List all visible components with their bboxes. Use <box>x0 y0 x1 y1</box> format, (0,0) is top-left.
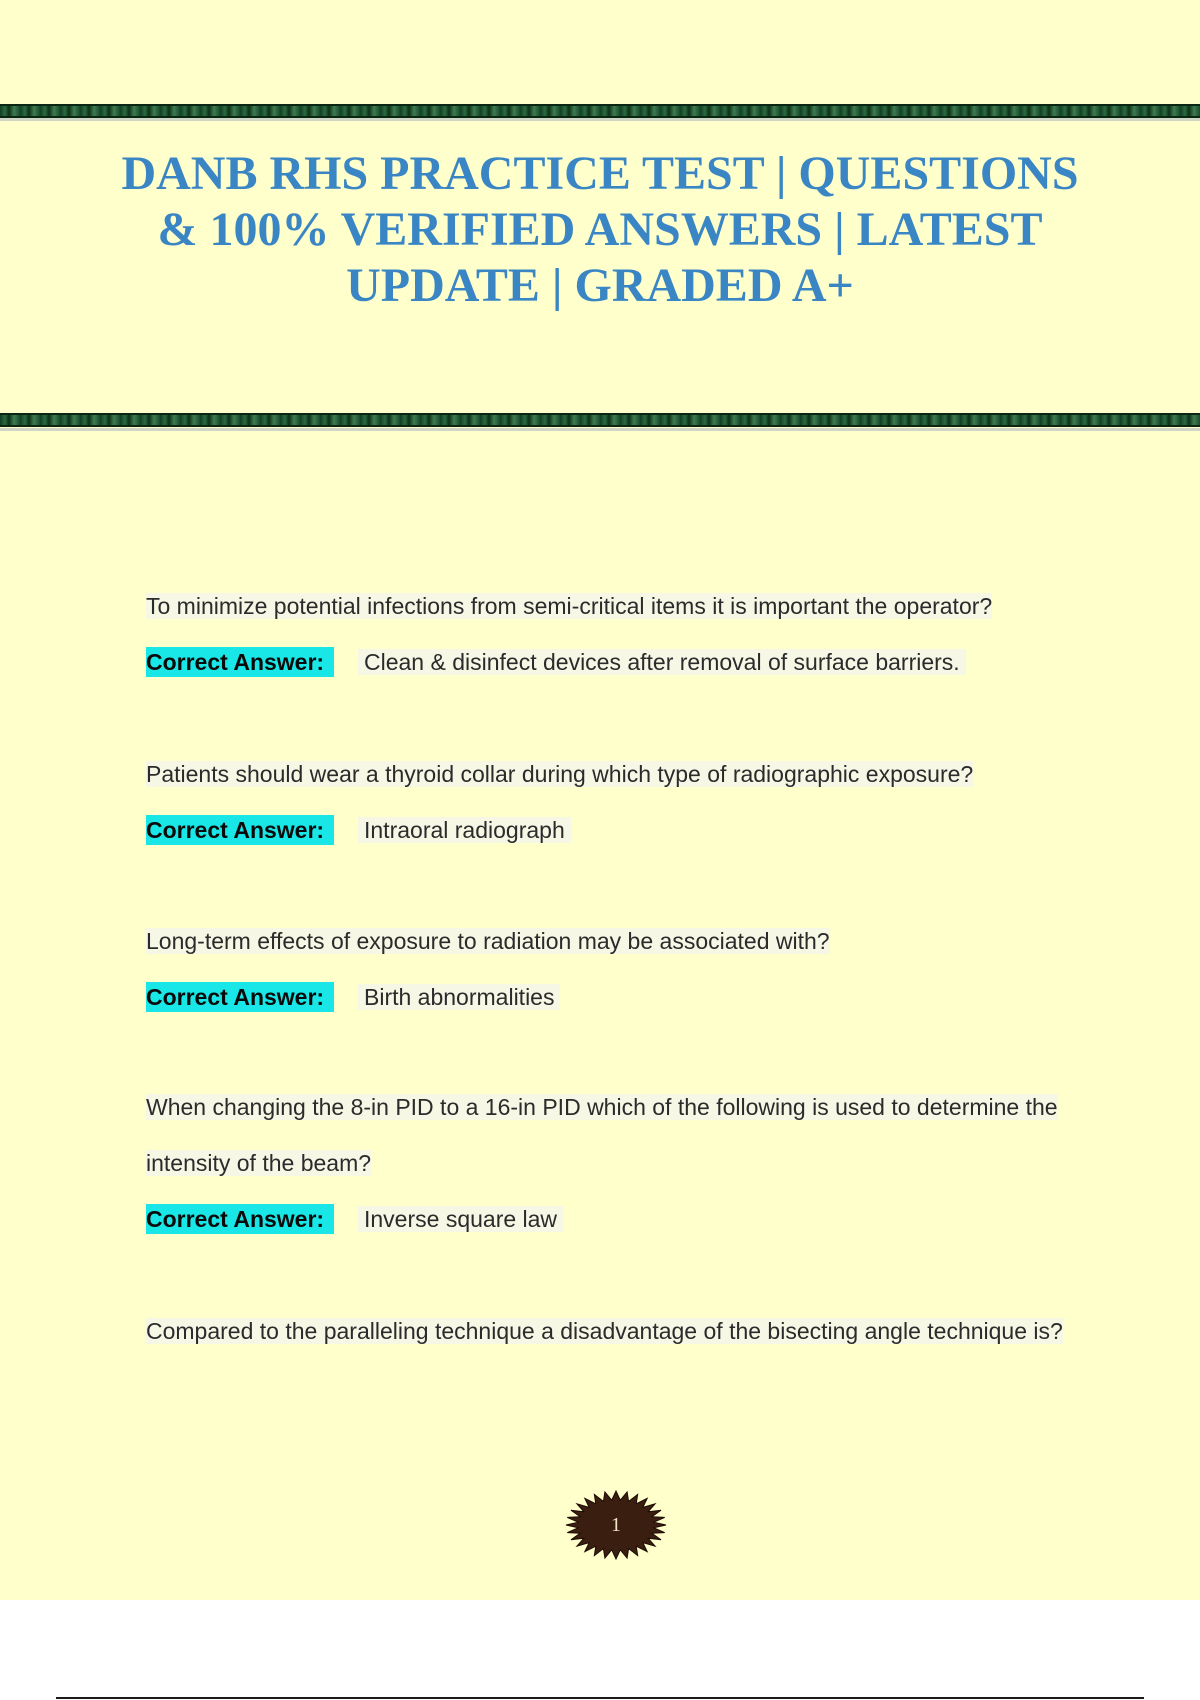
answer-label: Correct Answer: <box>146 815 334 845</box>
page-number: 1 <box>611 1514 621 1536</box>
document-title: DANB RHS PRACTICE TEST | QUESTIONS & 100% VERIFIED ANSWERS | LATEST UPDATE | GRADED A+ <box>121 147 1079 312</box>
qa-item-5 <box>146 1303 1086 1359</box>
answer-row <box>146 1191 1086 1247</box>
question-text: When changing the 8-in PID to a 16-in PID which of the following is used to determine the intensity of the beam? <box>146 1094 1058 1176</box>
footer-rule <box>56 1697 1144 1699</box>
answer-label: Correct Answer: <box>146 982 334 1012</box>
answer-row <box>146 969 1086 1025</box>
bottom-decorative-band <box>0 413 1200 427</box>
top-band-rule <box>0 118 1200 121</box>
question-text: To minimize potential infections from semi-critical items it is important the operator? <box>146 593 993 619</box>
question-text: Long-term effects of exposure to radiation may be associated with? <box>146 928 830 954</box>
qa-item-4 <box>146 1079 1086 1247</box>
answer-text: Clean & disinfect devices after removal of surface barriers. <box>358 649 966 675</box>
answer-label: Correct Answer: <box>146 1204 334 1234</box>
qa-item-3 <box>146 913 1086 1025</box>
question-text: Compared to the paralleling technique a disadvantage of the bisecting angle technique is? <box>146 1318 1063 1344</box>
answer-text: Birth abnormalities <box>358 984 560 1010</box>
answer-row <box>146 634 1086 690</box>
answer-text: Inverse square law <box>358 1206 563 1232</box>
qa-item-2 <box>146 746 1086 858</box>
question-text: Patients should wear a thyroid collar during which type of radiographic exposure? <box>146 761 974 787</box>
answer-row <box>146 802 1086 858</box>
answer-label: Correct Answer: <box>146 647 334 677</box>
bottom-band-rule <box>0 428 1200 431</box>
top-decorative-band <box>0 104 1200 118</box>
answer-text: Intraoral radiograph <box>358 817 571 843</box>
qa-item-1 <box>146 578 1086 690</box>
